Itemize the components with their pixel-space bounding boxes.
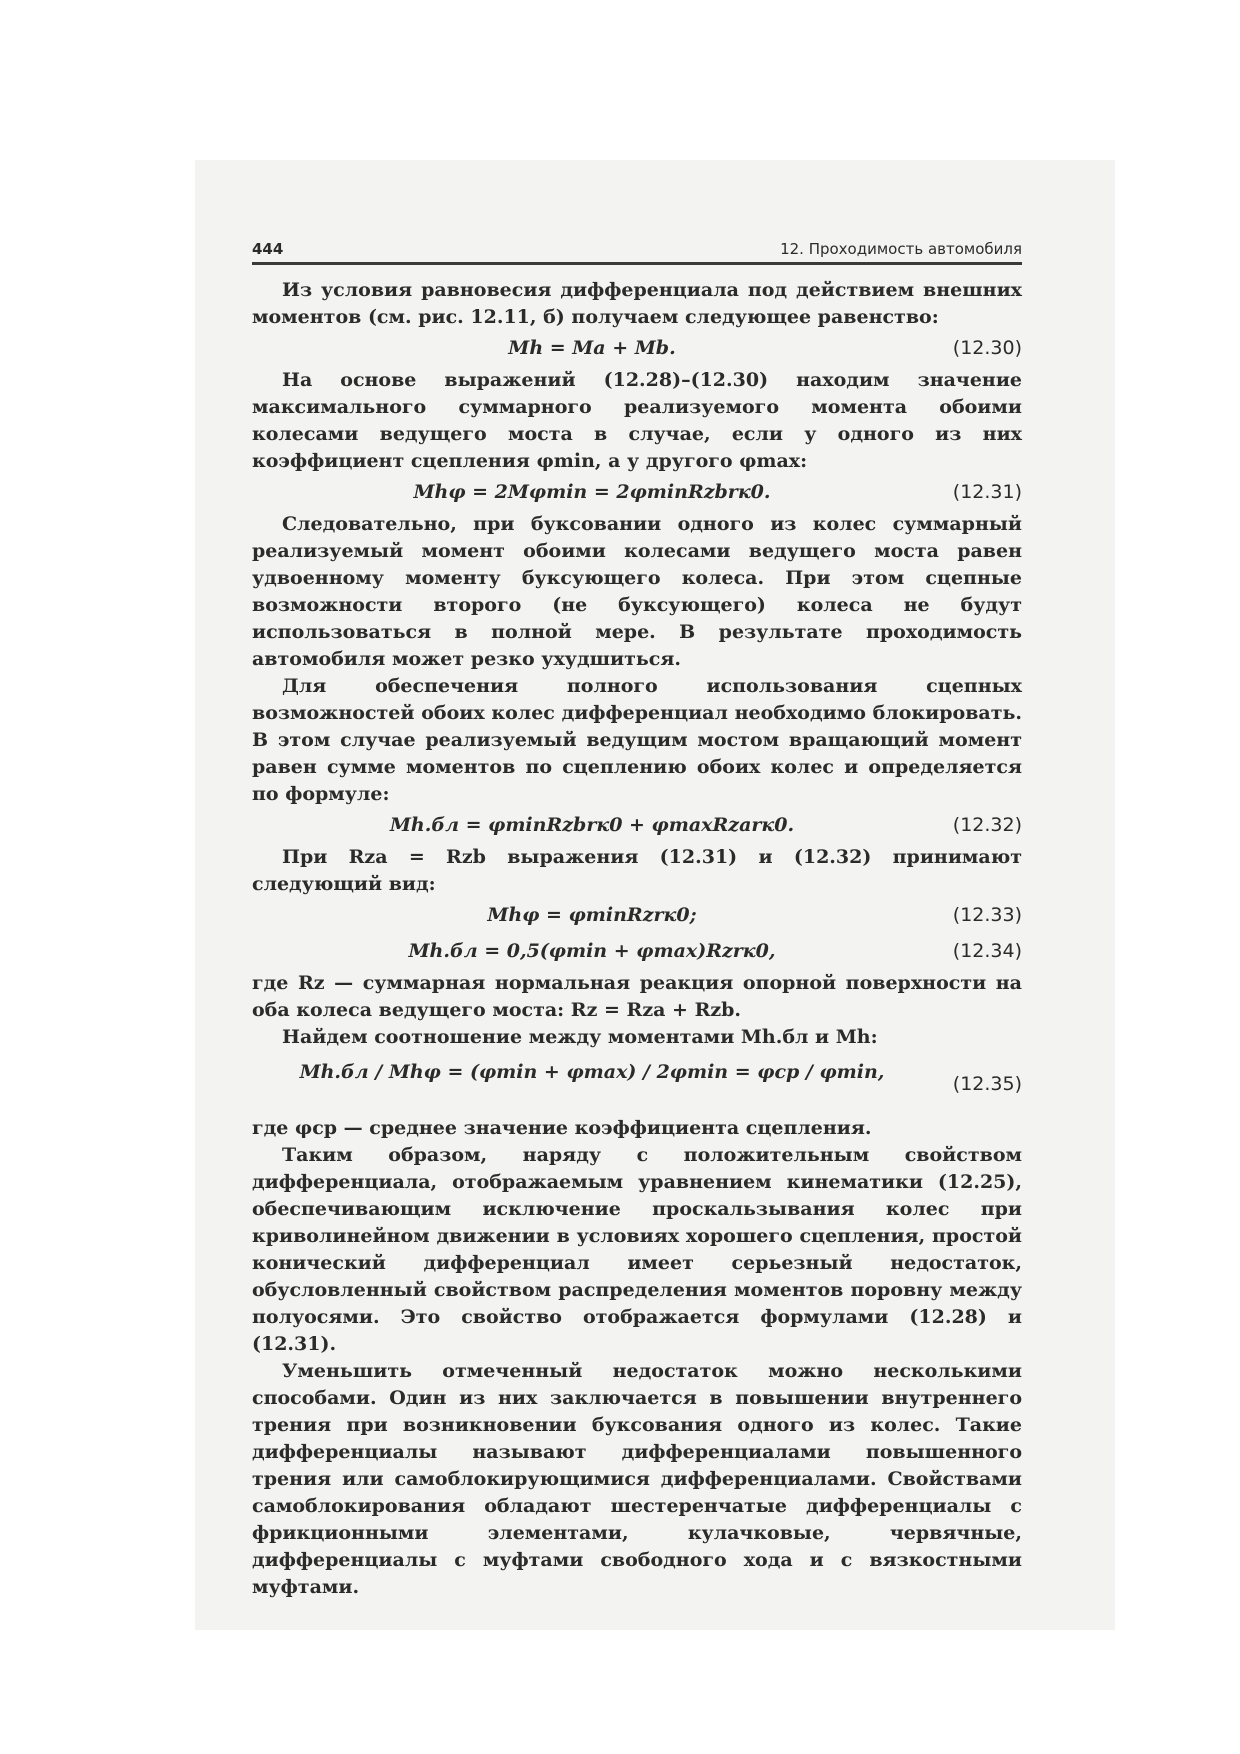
equation-number: (12.31): [952, 481, 1022, 503]
paragraph: Уменьшить отмеченный недостаток можно несколькими способами. Один из них заключается в повышении внутреннего трения при возникновении буксования одного из колес. Такие дифференциалы называют дифференциалами повышенного трения или самоблокирующимися дифференциалами. Свойствами самоблокирования обладают шестеренчатые дифференциалы с фрикционными элементами, кулачковые, червячные, дифференциалы с муфтами свободного хода и с вязкостными муфтами.: [252, 1360, 1022, 1598]
equation: [252, 934, 1022, 970]
chapter-title: 12. Проходимость автомобиля: [780, 240, 1022, 258]
equation-number: (12.33): [952, 904, 1022, 926]
equation: [252, 898, 1022, 934]
equation-formula: Mh = Ma + Mb.: [508, 337, 676, 359]
equation-formula: Mh.бл = 0,5(φmin + φmax)Rzrк0,: [408, 940, 776, 962]
paragraph: где φср — среднее значение коэффициента сцепления.: [252, 1117, 872, 1139]
paragraph: На основе выражений (12.28)–(12.30) находим значение максимального суммарного реализуемого момента обоими колесами ведущего моста в случае, если у одного из них коэффициент сцепления φmin, а у другого φmax:: [252, 369, 1022, 472]
equation-number: (12.32): [952, 814, 1022, 836]
page-number: 444: [252, 240, 284, 258]
document-page: [252, 240, 1022, 1601]
page-body: [252, 277, 1022, 1601]
paragraph: Найдем соотношение между моментами Mh.бл и Mh:: [282, 1026, 878, 1048]
equation-formula: Mh.бл = φminRzbrк0 + φmaxRzarк0.: [389, 814, 795, 836]
paragraph: Таким образом, наряду с положительным свойством дифференциала, отображаемым уравнением кинематики (12.25), обеспечивающим исключение проскальзывания колес при криволинейном движении в условиях хорошего сцепления, простой конический дифференциал имеет серьезный недостаток, обусловленный свойством распределения моментов поровну между полуосями. Это свойство отображается формулами (12.28) и (12.31).: [252, 1144, 1022, 1355]
paragraph: При Rza = Rzb выражения (12.31) и (12.32) принимают следующий вид:: [252, 846, 1022, 895]
equation-number: (12.34): [952, 940, 1022, 962]
equation-formula: Mhφ = φminRzrк0;: [487, 904, 697, 926]
paragraph: Из условия равновесия дифференциала под действием внешних моментов (см. рис. 12.11, б) получаем следующее равенство:: [252, 279, 1022, 328]
equation-formula: Mh.бл / Mhφ = (φmin + φmax) / 2φmin = φср / φmin,: [299, 1061, 885, 1083]
running-header: [252, 240, 1022, 265]
equation-formula: Mhφ = 2Mφmin = 2φminRzbrк0.: [413, 481, 771, 503]
equation: [252, 1051, 1022, 1115]
equation: [252, 808, 1022, 844]
equation: [252, 475, 1022, 511]
equation: [252, 331, 1022, 367]
paragraph: где Rz — суммарная нормальная реакция опорной поверхности на оба колеса ведущего моста: Rz = Rza + Rzb.: [252, 972, 1022, 1021]
paragraph: Следовательно, при буксовании одного из колес суммарный реализуемый момент обоими колесами ведущего моста равен удвоенному моменту буксующего колеса. При этом сцепные возможности второго (не буксующего) колеса не будут использоваться в полной мере. В результате проходимость автомобиля может резко ухудшиться.: [252, 513, 1022, 670]
equation-number: (12.30): [952, 337, 1022, 359]
equation-number: (12.35): [952, 1073, 1022, 1095]
paragraph: Для обеспечения полного использования сцепных возможностей обоих колес дифференциал необходимо блокировать. В этом случае реализуемый ведущим мостом вращающий момент равен сумме моментов по сцеплению обоих колес и определяется по формуле:: [252, 675, 1022, 805]
